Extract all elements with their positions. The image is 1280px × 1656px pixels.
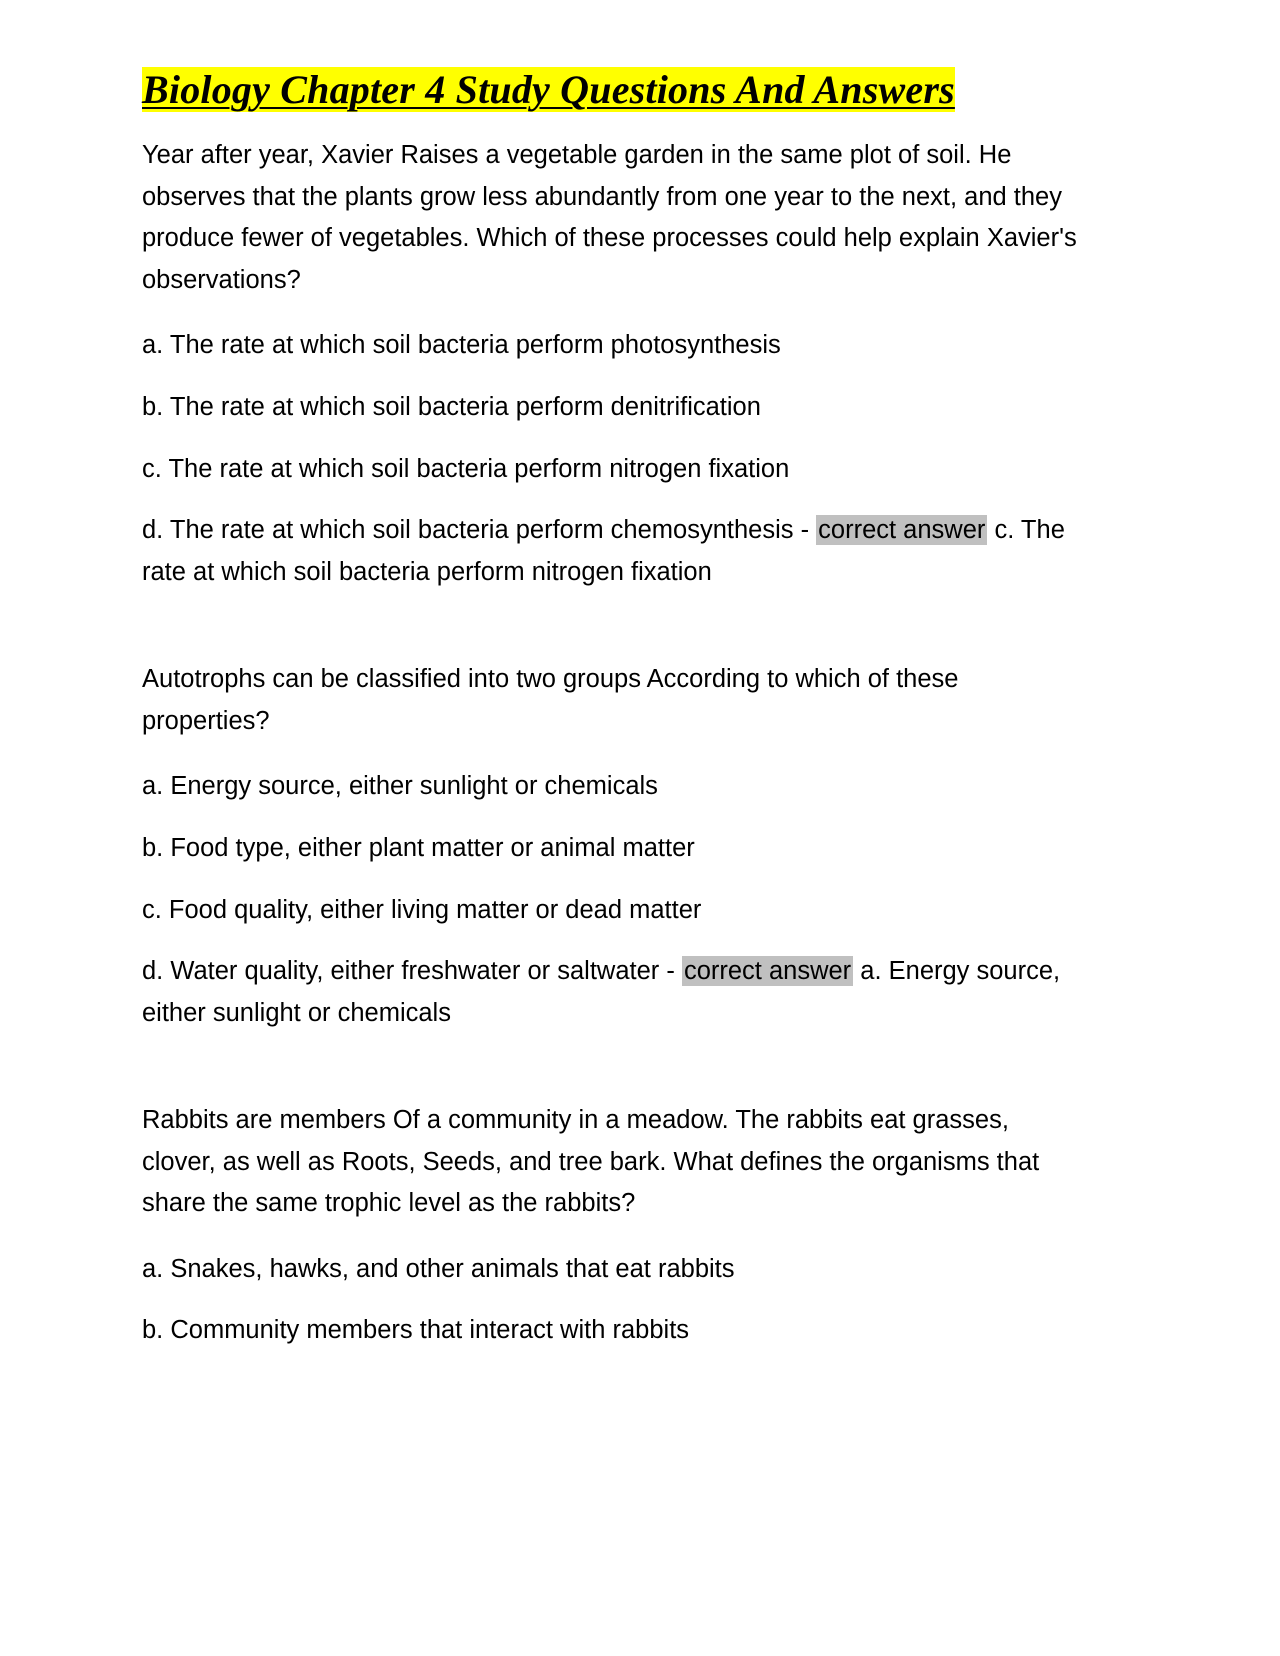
choice-option: a. Energy source, either sunlight or chemicals [142,772,658,801]
question-stem: Autotrophs can be classified into two groups According to which of these properties? [142,665,959,735]
correct-answer-marker: correct answer [683,957,852,986]
section-spacer [142,613,1140,659]
choice-option: c. The rate at which soil bacteria perform nitrogen fixation [142,454,790,483]
question-stem: Year after year, Xavier Raises a vegetable garden in the same plot of soil. He observes that the plants grow less abundantly from one year to the next, and they produce fewer of vegetables. Which of these processes could help explain Xavier's observations? [142,141,1077,294]
page-title [142,62,1140,117]
choice-option-with-answer [142,951,1077,1034]
correct-answer-text: a. Energy source, either sunlight or chemicals [142,957,1061,1027]
choice-text: d. Water quality, either freshwater or saltwater - [142,957,682,986]
choice-option: a. Snakes, hawks, and other animals that eat rabbits [142,1254,735,1283]
choice-option: b. Community members that interact with rabbits [142,1316,690,1345]
correct-answer-text: c. The rate at which soil bacteria perform nitrogen fixation [142,516,1065,586]
choice-option-with-answer [142,510,1077,593]
choice-option: a. The rate at which soil bacteria perform photosynthesis [142,331,781,360]
section-spacer [142,1054,1140,1100]
correct-answer-marker: correct answer [818,516,986,545]
choice-option: c. Food quality, either living matter or dead matter [142,895,702,924]
question-stem: Rabbits are members Of a community in a meadow. The rabbits eat grasses, clover, as well as Roots, Seeds, and tree bark. What defines the organisms that share the same trophic level as the rabbits? [142,1106,1040,1218]
page-title-highlight: Biology Chapter 4 Study Questions And Answers [142,67,955,112]
choice-option: b. Food type, either plant matter or animal matter [142,833,695,862]
choice-text: d. The rate at which soil bacteria perform chemosynthesis - [142,516,817,545]
choice-option: b. The rate at which soil bacteria perform denitrification [142,393,761,421]
